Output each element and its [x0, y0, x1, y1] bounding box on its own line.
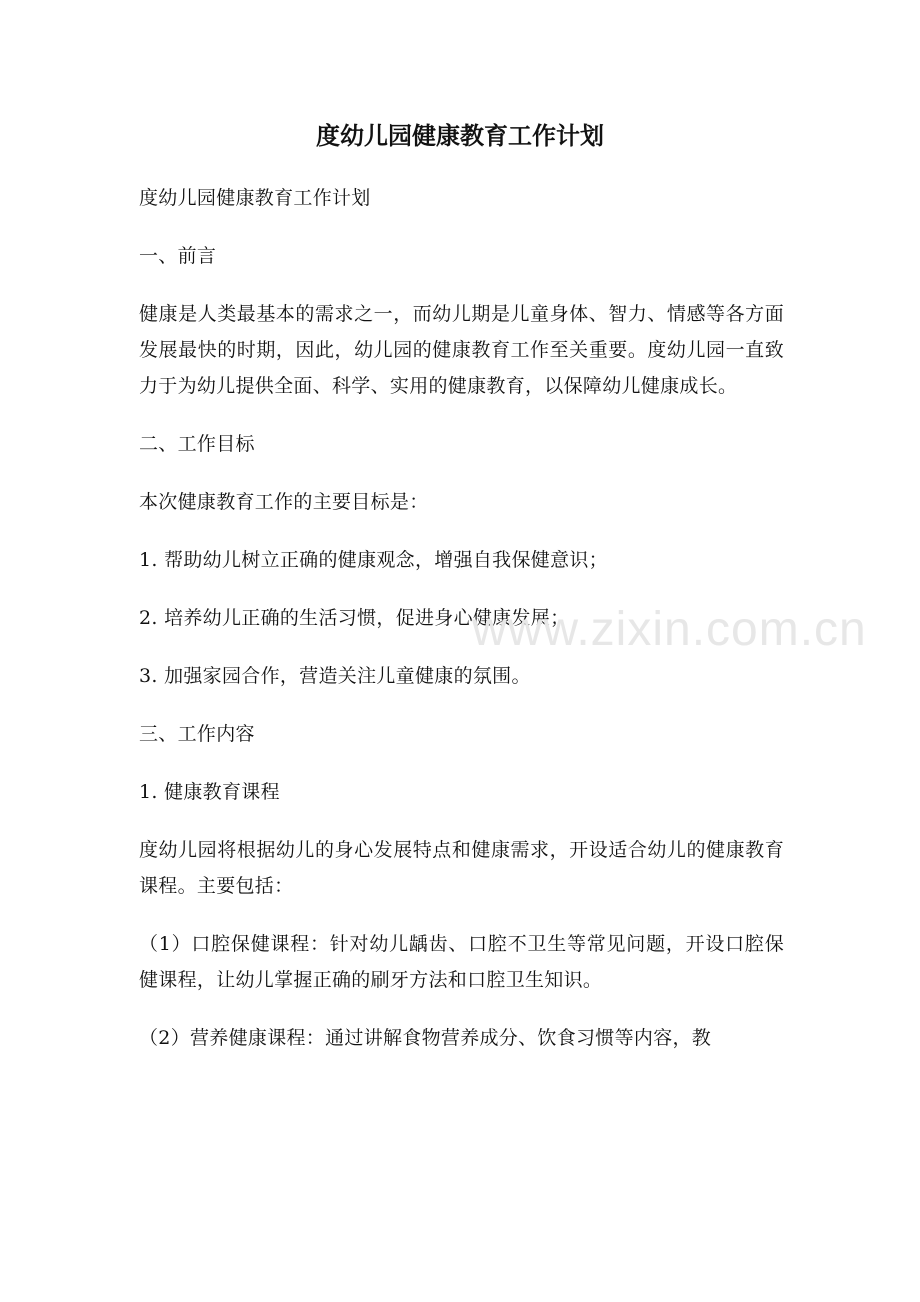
section-heading-preface: 一、前言 — [139, 245, 217, 267]
list-item-goal-2: 2. 培养幼儿正确的生活习惯，促进身心健康发展； — [139, 607, 570, 629]
section-heading-goals: 二、工作目标 — [139, 433, 255, 455]
paragraph-oral-care: （1）口腔保健课程：针对幼儿龋齿、口腔不卫生等常见问题，开设口腔保健课程，让幼儿掌握正确的刷牙方法和口腔卫生知识。 — [139, 933, 784, 991]
section-heading-content: 三、工作内容 — [139, 723, 255, 745]
document-title: 度幼儿园健康教育工作计划 — [316, 121, 604, 150]
paragraph-preface: 健康是人类最基本的需求之一，而幼儿期是儿童身体、智力、情感等各方面发展最快的时期，因此，幼儿园的健康教育工作至关重要。度幼儿园一直致力于为幼儿提供全面、科学、实用的健康教育，以保障幼儿健康成长。 — [139, 303, 784, 397]
subheading-curriculum: 1. 健康教育课程 — [139, 781, 280, 803]
list-item-goal-3: 3. 加强家园合作，营造关注儿童健康的氛围。 — [139, 665, 531, 687]
paragraph-goals-intro: 本次健康教育工作的主要目标是： — [139, 491, 429, 513]
paragraph-subtitle: 度幼儿园健康教育工作计划 — [139, 187, 371, 209]
watermark-text: www.zixin.com.cn — [472, 603, 867, 656]
paragraph-nutrition: （2）营养健康课程：通过讲解食物营养成分、饮食习惯等内容，教 — [139, 1027, 712, 1049]
paragraph-curriculum: 度幼儿园将根据幼儿的身心发展特点和健康需求，开设适合幼儿的健康教育课程。主要包括： — [139, 839, 784, 897]
document-body — [139, 180, 784, 1078]
list-item-goal-1: 1. 帮助幼儿树立正确的健康观念，增强自我保健意识； — [139, 549, 608, 571]
